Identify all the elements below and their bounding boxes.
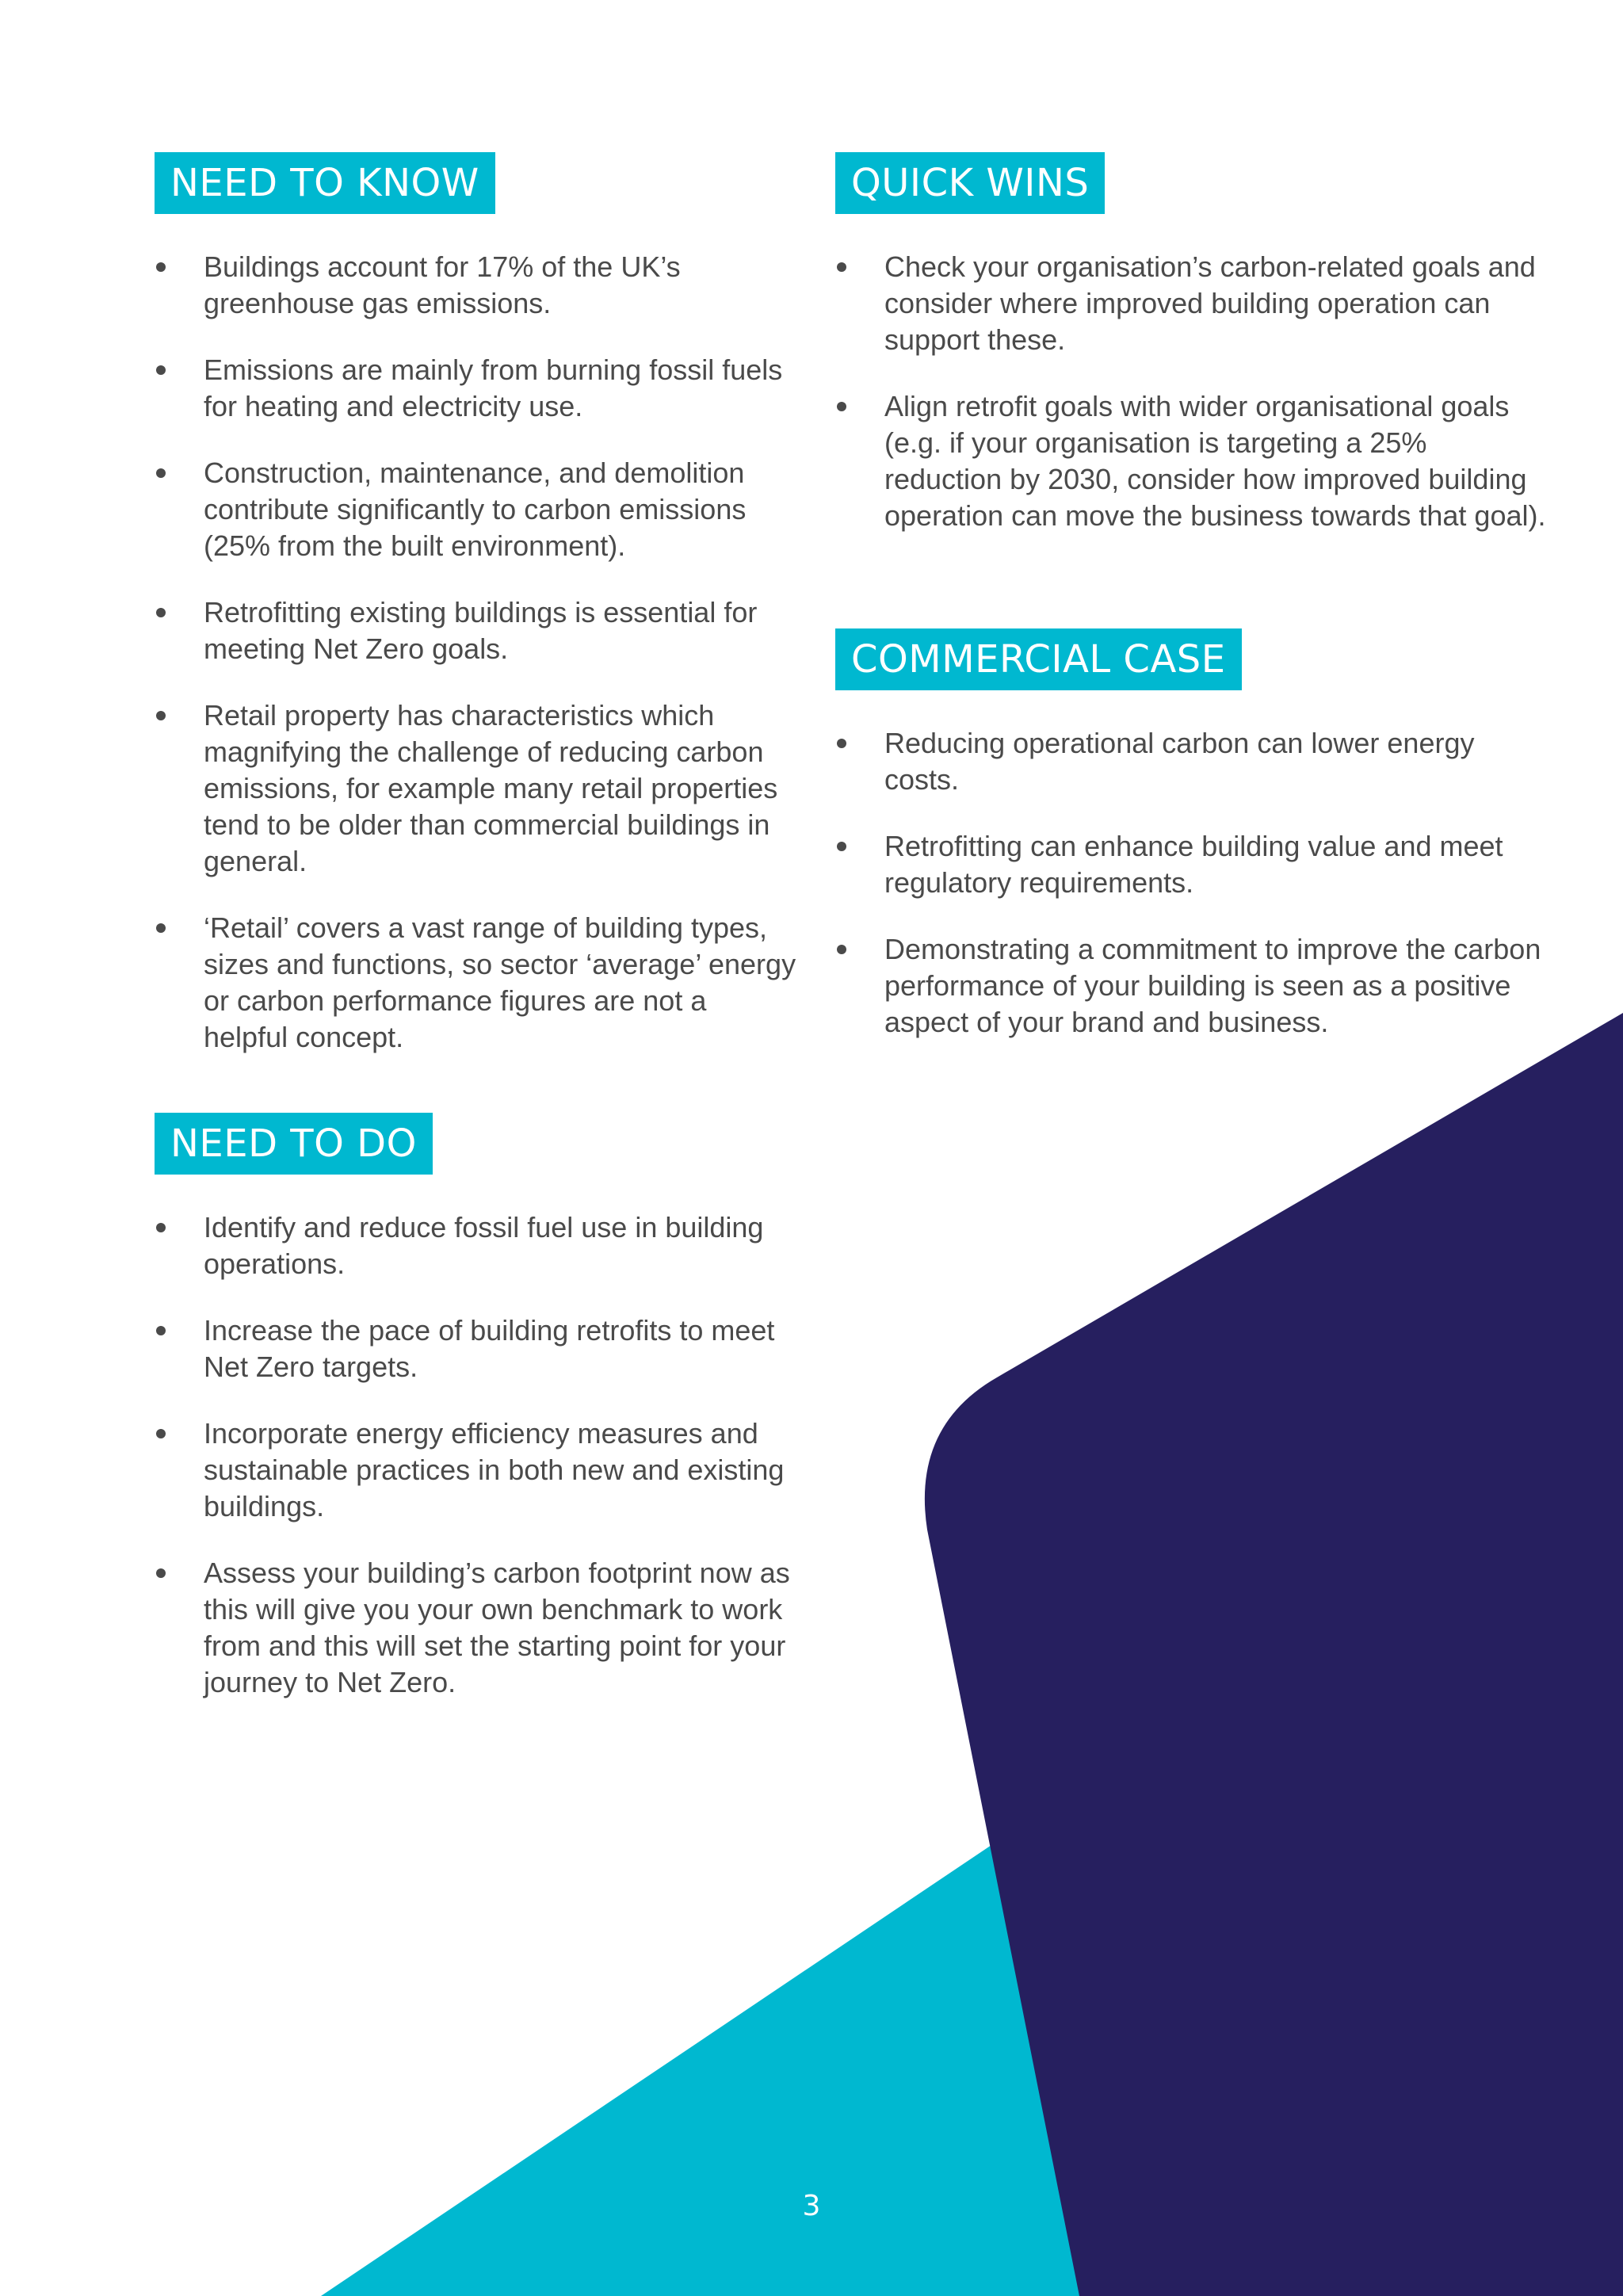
bullet-icon (837, 739, 846, 748)
commercial-case-heading: COMMERCIAL CASE (835, 628, 1242, 690)
need-to-do-section (155, 1113, 796, 1701)
list-item-text: Retail property has characteristics which magnifying the challenge of reducing carbon emissions, for example many retail properties tend to be older than commercial buildings in general. (204, 699, 778, 877)
list-item-text: Align retrofit goals with wider organisational goals (e.g. if your organisation is targeting a 25% reduction by 2030, consider how improved building operation can move the business towards that goal). (884, 390, 1546, 532)
list-item-text: Emissions are mainly from burning fossil fuels for heating and electricity use. (204, 353, 783, 422)
list-item (155, 249, 796, 322)
bullet-icon (156, 1223, 166, 1232)
list-item-text: Check your organisation’s carbon-related goals and consider where improved building operation can support these. (884, 250, 1536, 356)
list-item (835, 828, 1549, 901)
quick-wins-section (835, 152, 1549, 534)
quick-wins-list (835, 249, 1549, 534)
bullet-icon (156, 923, 166, 933)
need-to-do-list (155, 1209, 796, 1701)
list-item-text: Retrofitting existing buildings is essential for meeting Net Zero goals. (204, 596, 758, 665)
list-item (155, 1209, 796, 1282)
page-number: 3 (802, 2190, 821, 2222)
quick-wins-heading: QUICK WINS (835, 152, 1105, 214)
list-item-text: Incorporate energy efficiency measures and sustainable practices in both new and existing buildings. (204, 1417, 785, 1522)
need-to-know-list (155, 249, 796, 1056)
list-item-text: Reducing operational carbon can lower energy costs. (884, 727, 1475, 796)
list-item (155, 697, 796, 880)
cyan-triangle-shape (321, 1840, 1086, 2296)
list-item (155, 352, 796, 425)
bullet-icon (156, 1568, 166, 1578)
list-item (155, 1555, 796, 1701)
list-item-text: Assess your building’s carbon footprint now as this will give you your own benchmark to work from and this will set the starting point for your journey to Net Zero. (204, 1557, 790, 1698)
bullet-icon (837, 842, 846, 851)
bullet-icon (837, 402, 846, 411)
list-item-text: ‘Retail’ covers a vast range of building types, sizes and functions, so sector ‘average’ energy or carbon performance figures are not a helpful concept. (204, 911, 796, 1053)
list-item (155, 1415, 796, 1525)
list-item (835, 249, 1549, 358)
list-item (155, 594, 796, 667)
commercial-case-list (835, 725, 1549, 1041)
list-item-text: Identify and reduce fossil fuel use in building operations. (204, 1211, 764, 1280)
bullet-icon (156, 1326, 166, 1335)
list-item-text: Construction, maintenance, and demolition contribute significantly to carbon emissions (25% from the built environment). (204, 457, 747, 562)
bullet-icon (156, 711, 166, 720)
bullet-icon (156, 365, 166, 375)
list-item (155, 455, 796, 564)
list-item (155, 1312, 796, 1385)
need-to-know-heading: NEED TO KNOW (155, 152, 495, 214)
need-to-do-heading: NEED TO DO (155, 1113, 433, 1175)
bullet-icon (837, 262, 846, 272)
bullet-icon (156, 1429, 166, 1438)
bullet-icon (156, 608, 166, 617)
list-item-text: Increase the pace of building retrofits to meet Net Zero targets. (204, 1314, 775, 1383)
need-to-know-section (155, 152, 796, 1056)
bullet-icon (156, 468, 166, 478)
list-item (835, 931, 1549, 1041)
list-item-text: Buildings account for 17% of the UK’s greenhouse gas emissions. (204, 250, 681, 319)
commercial-case-section (835, 628, 1549, 1041)
bullet-icon (837, 945, 846, 954)
list-item (155, 910, 796, 1056)
list-item-text: Retrofitting can enhance building value and meet regulatory requirements. (884, 830, 1503, 899)
bullet-icon (156, 262, 166, 272)
list-item (835, 388, 1549, 534)
list-item (835, 725, 1549, 798)
list-item-text: Demonstrating a commitment to improve the carbon performance of your building is seen as a positive aspect of your brand and business. (884, 933, 1541, 1038)
